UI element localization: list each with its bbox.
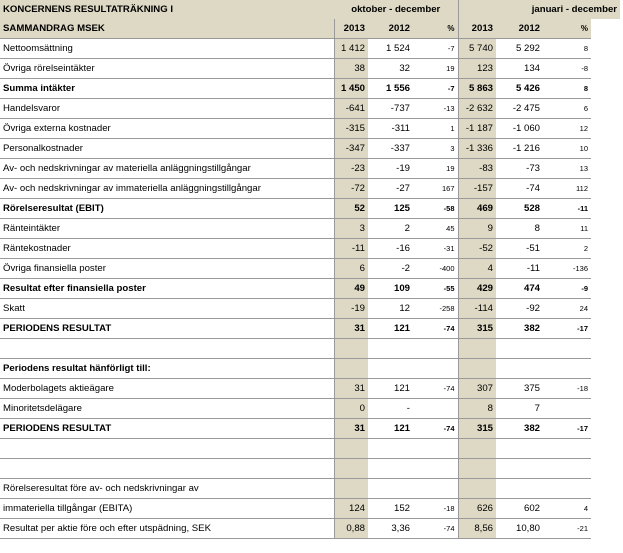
- q4-2012-value: -2: [368, 259, 413, 279]
- row-label: Moderbolagets aktieägare: [0, 379, 334, 399]
- full-2012-value: -51: [496, 239, 543, 259]
- full-2013-value: -52: [458, 239, 496, 259]
- q4-change-pct: -18: [413, 499, 458, 519]
- table-row: [0, 459, 620, 479]
- q4-2012-value: 109: [368, 279, 413, 299]
- full-change-pct: 8: [543, 39, 591, 59]
- full-2012-value: 382: [496, 319, 543, 339]
- q4-2012-value: 125: [368, 199, 413, 219]
- table-row: [0, 419, 620, 439]
- table-row: [0, 499, 620, 519]
- q4-2013-value: 31: [334, 419, 368, 439]
- q4-change-pct: -58: [413, 199, 458, 219]
- q4-2012-heading: 2012: [368, 19, 413, 39]
- full-change-pct: 112: [543, 179, 591, 199]
- q4-change-pct: -7: [413, 39, 458, 59]
- q4-change-pct: -74: [413, 419, 458, 439]
- full-change-pct: 12: [543, 119, 591, 139]
- q4-change-pct: -74: [413, 519, 458, 539]
- full-2013-value: [458, 459, 496, 479]
- full-2012-value: [496, 479, 543, 499]
- full-change-pct: [543, 339, 591, 359]
- full-change-pct: 11: [543, 219, 591, 239]
- full-2013-value: 123: [458, 59, 496, 79]
- q4-2012-value: -: [368, 399, 413, 419]
- full-change-pct: 10: [543, 139, 591, 159]
- q4-2013-value: [334, 359, 368, 379]
- q4-change-pct: -258: [413, 299, 458, 319]
- table-row: [0, 519, 620, 539]
- table-row: [0, 339, 620, 359]
- full-change-pct: 24: [543, 299, 591, 319]
- header-row-periods: [0, 0, 620, 19]
- table-title-line1: KONCERNENS RESULTATRÄKNING I: [0, 0, 334, 19]
- q4-2012-value: 1 524: [368, 39, 413, 59]
- full-change-pct: -17: [543, 419, 591, 439]
- q4-2013-value: -23: [334, 159, 368, 179]
- q4-2013-value: 38: [334, 59, 368, 79]
- full-2013-value: 315: [458, 319, 496, 339]
- table-row: [0, 79, 620, 99]
- full-2012-heading: 2012: [496, 19, 543, 39]
- q4-2013-value: [334, 479, 368, 499]
- q4-2012-value: -311: [368, 119, 413, 139]
- table-row: [0, 99, 620, 119]
- row-label: Minoritetsdelägare: [0, 399, 334, 419]
- table-row: [0, 379, 620, 399]
- q4-pct-heading: %: [413, 19, 458, 39]
- table-row: [0, 299, 620, 319]
- full-2012-value: -73: [496, 159, 543, 179]
- q4-2012-value: -19: [368, 159, 413, 179]
- q4-2012-value: [368, 359, 413, 379]
- q4-change-pct: -74: [413, 319, 458, 339]
- spacer-cell: [458, 0, 496, 19]
- full-2012-value: 602: [496, 499, 543, 519]
- q4-2013-value: -641: [334, 99, 368, 119]
- full-change-pct: -9: [543, 279, 591, 299]
- q4-2012-value: [368, 339, 413, 359]
- full-2012-value: 10,80: [496, 519, 543, 539]
- q4-change-pct: [413, 479, 458, 499]
- full-change-pct: [543, 459, 591, 479]
- full-2012-value: [496, 359, 543, 379]
- header-row-years: [0, 19, 620, 39]
- full-2013-value: [458, 479, 496, 499]
- row-label: Räntekostnader: [0, 239, 334, 259]
- table-row: [0, 239, 620, 259]
- q4-2012-value: -337: [368, 139, 413, 159]
- full-2012-value: 474: [496, 279, 543, 299]
- q4-2013-value: 124: [334, 499, 368, 519]
- full-change-pct: -11: [543, 199, 591, 219]
- q4-change-pct: 3: [413, 139, 458, 159]
- full-2013-value: 429: [458, 279, 496, 299]
- table-row: [0, 59, 620, 79]
- q4-2013-value: -11: [334, 239, 368, 259]
- q4-2012-value: 121: [368, 419, 413, 439]
- full-change-pct: -18: [543, 379, 591, 399]
- row-label: [0, 339, 334, 359]
- full-change-pct: -21: [543, 519, 591, 539]
- row-label: Av- och nedskrivningar av immateriella anläggningstillgångar: [0, 179, 334, 199]
- full-change-pct: 4: [543, 499, 591, 519]
- full-2013-value: -157: [458, 179, 496, 199]
- q4-2012-value: 152: [368, 499, 413, 519]
- q4-change-pct: -400: [413, 259, 458, 279]
- q4-2013-heading: 2013: [334, 19, 368, 39]
- row-label: [0, 439, 334, 459]
- row-label: Rörelseresultat (EBIT): [0, 199, 334, 219]
- q4-2012-value: -737: [368, 99, 413, 119]
- full-change-pct: [543, 359, 591, 379]
- full-2012-value: [496, 439, 543, 459]
- q4-2013-value: 0,88: [334, 519, 368, 539]
- row-label: Periodens resultat hänförligt till:: [0, 359, 334, 379]
- full-2013-value: [458, 439, 496, 459]
- full-change-pct: [543, 399, 591, 419]
- q4-2013-value: -315: [334, 119, 368, 139]
- q4-2013-value: 52: [334, 199, 368, 219]
- full-2012-value: 528: [496, 199, 543, 219]
- row-label: Handelsvaror: [0, 99, 334, 119]
- full-2013-value: 9: [458, 219, 496, 239]
- row-label: PERIODENS RESULTAT: [0, 319, 334, 339]
- full-2012-value: [496, 339, 543, 359]
- row-label: [0, 459, 334, 479]
- row-label: Övriga rörelseintäkter: [0, 59, 334, 79]
- full-2012-value: 5 292: [496, 39, 543, 59]
- full-2013-value: [458, 339, 496, 359]
- q4-change-pct: 167: [413, 179, 458, 199]
- full-2013-value: 5 863: [458, 79, 496, 99]
- q4-2012-value: 3,36: [368, 519, 413, 539]
- q4-2013-value: [334, 339, 368, 359]
- full-2013-value: 315: [458, 419, 496, 439]
- q4-change-pct: -55: [413, 279, 458, 299]
- full-2013-value: 5 740: [458, 39, 496, 59]
- full-2012-value: -2 475: [496, 99, 543, 119]
- full-change-pct: 6: [543, 99, 591, 119]
- q4-change-pct: [413, 399, 458, 419]
- table-row: [0, 159, 620, 179]
- full-2013-value: -114: [458, 299, 496, 319]
- q4-change-pct: [413, 459, 458, 479]
- full-2012-value: 375: [496, 379, 543, 399]
- q4-2012-value: [368, 459, 413, 479]
- full-2012-value: [496, 459, 543, 479]
- q4-change-pct: 45: [413, 219, 458, 239]
- q4-change-pct: 19: [413, 159, 458, 179]
- table-row: [0, 219, 620, 239]
- q4-2013-value: 1 412: [334, 39, 368, 59]
- full-2013-value: -83: [458, 159, 496, 179]
- row-label: Ränteintäkter: [0, 219, 334, 239]
- table-row: [0, 39, 620, 59]
- row-label: PERIODENS RESULTAT: [0, 419, 334, 439]
- table-row: [0, 399, 620, 419]
- q4-change-pct: [413, 339, 458, 359]
- table-row: [0, 279, 620, 299]
- full-pct-heading: %: [543, 19, 591, 39]
- row-label: Av- och nedskrivningar av materiella anläggningstillgångar: [0, 159, 334, 179]
- full-2013-value: 469: [458, 199, 496, 219]
- full-2013-value: [458, 359, 496, 379]
- q4-2013-value: -19: [334, 299, 368, 319]
- row-label: Övriga finansiella poster: [0, 259, 334, 279]
- q4-change-pct: [413, 359, 458, 379]
- period-q4-heading: oktober - december: [334, 0, 458, 19]
- row-label: Nettoomsättning: [0, 39, 334, 59]
- q4-2013-value: [334, 459, 368, 479]
- q4-2012-value: 2: [368, 219, 413, 239]
- q4-change-pct: 19: [413, 59, 458, 79]
- full-change-pct: 13: [543, 159, 591, 179]
- q4-2013-value: -347: [334, 139, 368, 159]
- q4-2013-value: 0: [334, 399, 368, 419]
- full-2012-value: -11: [496, 259, 543, 279]
- row-label: immateriella tillgångar (EBITA): [0, 499, 334, 519]
- q4-2013-value: -72: [334, 179, 368, 199]
- q4-2013-value: [334, 439, 368, 459]
- row-label: Personalkostnader: [0, 139, 334, 159]
- q4-2013-value: 3: [334, 219, 368, 239]
- full-2013-heading: 2013: [458, 19, 496, 39]
- q4-change-pct: -31: [413, 239, 458, 259]
- full-2012-value: -1 060: [496, 119, 543, 139]
- table-row: [0, 319, 620, 339]
- table-row: [0, 479, 620, 499]
- full-2013-value: 626: [458, 499, 496, 519]
- full-change-pct: 2: [543, 239, 591, 259]
- q4-2012-value: 121: [368, 319, 413, 339]
- full-2012-value: -1 216: [496, 139, 543, 159]
- full-change-pct: -8: [543, 59, 591, 79]
- row-label: Skatt: [0, 299, 334, 319]
- q4-change-pct: -74: [413, 379, 458, 399]
- full-change-pct: -136: [543, 259, 591, 279]
- q4-change-pct: 1: [413, 119, 458, 139]
- table-row: [0, 439, 620, 459]
- full-change-pct: -17: [543, 319, 591, 339]
- full-change-pct: [543, 479, 591, 499]
- full-2012-value: -74: [496, 179, 543, 199]
- q4-2013-value: 31: [334, 319, 368, 339]
- full-2013-value: 8,56: [458, 519, 496, 539]
- full-change-pct: [543, 439, 591, 459]
- q4-2012-value: 121: [368, 379, 413, 399]
- full-2012-value: 5 426: [496, 79, 543, 99]
- full-2013-value: -1 187: [458, 119, 496, 139]
- full-2013-value: -2 632: [458, 99, 496, 119]
- full-2012-value: 8: [496, 219, 543, 239]
- q4-2013-value: 31: [334, 379, 368, 399]
- q4-2013-value: 49: [334, 279, 368, 299]
- full-change-pct: 8: [543, 79, 591, 99]
- row-label: Resultat efter finansiella poster: [0, 279, 334, 299]
- q4-2013-value: 1 450: [334, 79, 368, 99]
- q4-2012-value: 32: [368, 59, 413, 79]
- q4-change-pct: -7: [413, 79, 458, 99]
- full-2012-value: -92: [496, 299, 543, 319]
- q4-2012-value: [368, 479, 413, 499]
- row-label: Rörelseresultat före av- och nedskrivningar av: [0, 479, 334, 499]
- row-label: Summa intäkter: [0, 79, 334, 99]
- period-full-year-heading: januari - december: [496, 0, 620, 19]
- row-label: Resultat per aktie före och efter utspädning, SEK: [0, 519, 334, 539]
- q4-2012-value: -16: [368, 239, 413, 259]
- table-row: [0, 199, 620, 219]
- q4-2012-value: [368, 439, 413, 459]
- full-2012-value: 134: [496, 59, 543, 79]
- full-2013-value: -1 336: [458, 139, 496, 159]
- q4-change-pct: -13: [413, 99, 458, 119]
- full-2012-value: 7: [496, 399, 543, 419]
- table-row: [0, 179, 620, 199]
- table-row: [0, 139, 620, 159]
- full-2012-value: 382: [496, 419, 543, 439]
- q4-2012-value: 1 556: [368, 79, 413, 99]
- q4-2012-value: 12: [368, 299, 413, 319]
- full-2013-value: 307: [458, 379, 496, 399]
- q4-2013-value: 6: [334, 259, 368, 279]
- table-title-line2: SAMMANDRAG MSEK: [0, 19, 334, 39]
- q4-change-pct: [413, 439, 458, 459]
- q4-2012-value: -27: [368, 179, 413, 199]
- table-row: [0, 119, 620, 139]
- table-row: [0, 359, 620, 379]
- full-2013-value: 4: [458, 259, 496, 279]
- row-label: Övriga externa kostnader: [0, 119, 334, 139]
- table-row: [0, 259, 620, 279]
- full-2013-value: 8: [458, 399, 496, 419]
